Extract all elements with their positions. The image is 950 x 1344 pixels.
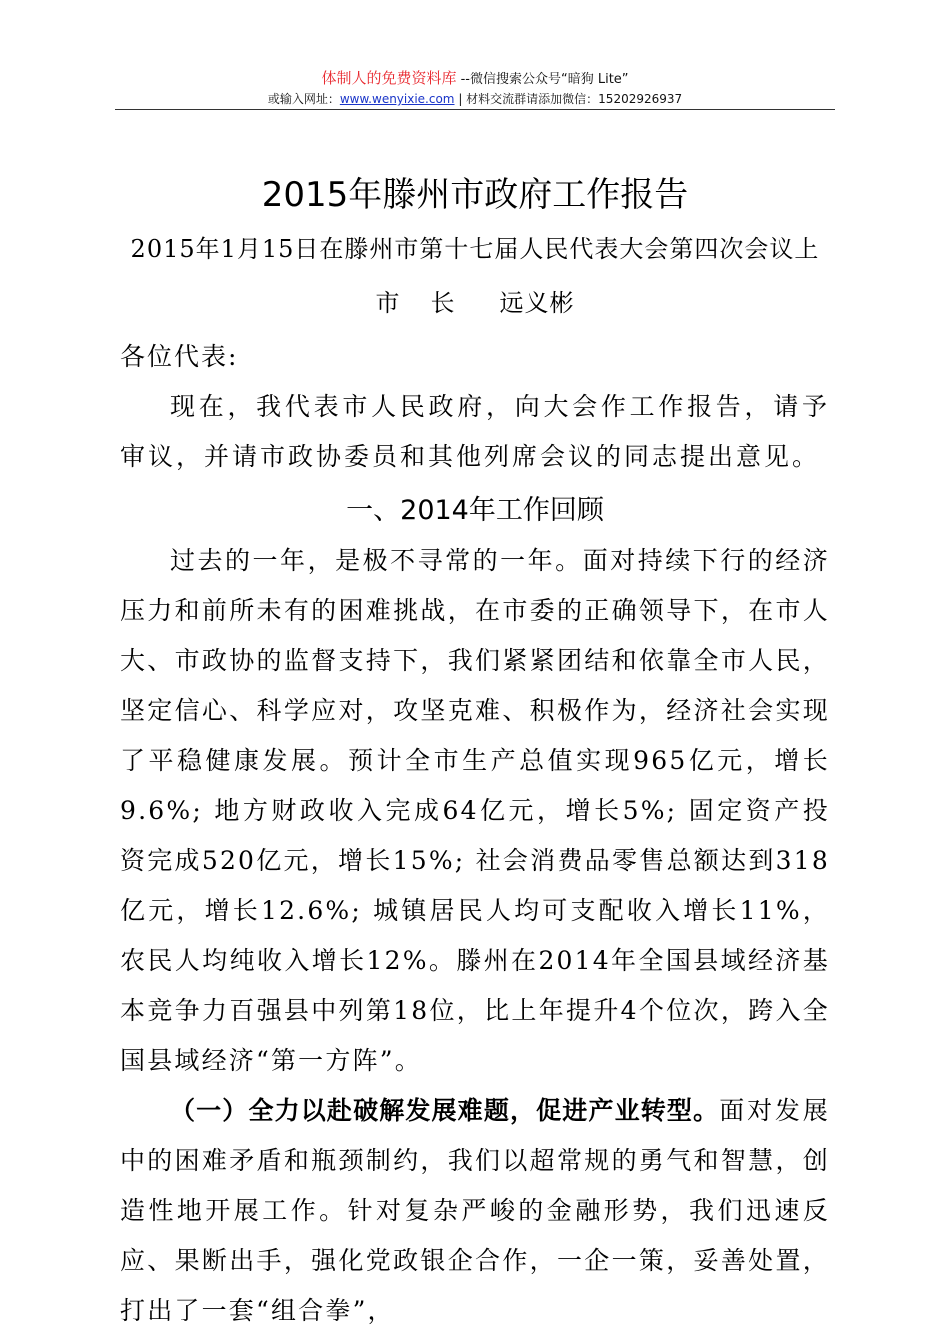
document-body: [120, 170, 830, 1336]
watermark-url-link[interactable]: www.wenyixie.com: [339, 92, 455, 106]
author-name: 远义彬: [499, 289, 575, 317]
subsection-paragraph: [120, 1086, 830, 1336]
watermark-line-2: [115, 90, 835, 108]
review-paragraph: 过去的一年，是极不寻常的一年。面对持续下行的经济压力和前所未有的困难挑战，在市委的正确领导下，在市人大、市政协的监督支持下，我们紧紧团结和依靠全市人民，坚定信心、科学应对，攻坚克难、积极作为，经济社会实现了平稳健康发展。预计全市生产总值实现965亿元，增长9.6%; 地方财政收入完成64亿元，增长5%; 固定资产投资完成520亿元，增长15%; 社会消费品零售总额达到318亿元，增长12.6%; 城镇居民人均可支配收入增长11%，农民人均纯收入增长12%。滕州在2014年全国县域经济基本竞争力百强县中列第18位，比上年提升4个位次，跨入全国县域经济“第一方阵”。: [120, 546, 830, 1075]
watermark-tagline: --微信搜索公众号“暗狗 Lite”: [456, 72, 629, 87]
intro-paragraph: 现在，我代表市人民政府，向大会作工作报告，请予审议，并请市政协委员和其他列席会议的同志提出意见。: [120, 392, 830, 471]
author-role-char-2: 长: [430, 289, 456, 317]
watermark-contact: | 材料交流群请添加微信：15202926937: [454, 92, 683, 106]
watermark-url-prefix: 或输入网址：: [267, 92, 340, 106]
watermark-header: [115, 68, 835, 108]
salutation: 各位代表:: [120, 342, 239, 371]
document-title: 2015年滕州市政府工作报告: [261, 175, 689, 215]
watermark-brand: 体制人的免费资料库: [321, 69, 457, 87]
subsection-body: 面对发展中的困难矛盾和瓶颈制约，我们以超常规的勇气和智慧，创造性地开展工作。针对复杂严峻的金融形势，我们迅速反应、果断出手，强化党政银企合作，一企一策，妥善处置，打出了一套“组合拳”，: [120, 1096, 830, 1325]
document-subtitle: 2015年1月15日在滕州市第十七届人民代表大会第四次会议上: [130, 235, 820, 263]
watermark-line-1: [115, 68, 835, 90]
document-author: [120, 278, 830, 328]
section-heading-review: 一、2014年工作回顾: [346, 495, 604, 526]
header-divider: [115, 109, 835, 110]
subsection-lead: （一）全力以赴破解发展难题，促进产业转型。: [170, 1096, 720, 1125]
author-role-char-1: 市: [375, 289, 401, 317]
